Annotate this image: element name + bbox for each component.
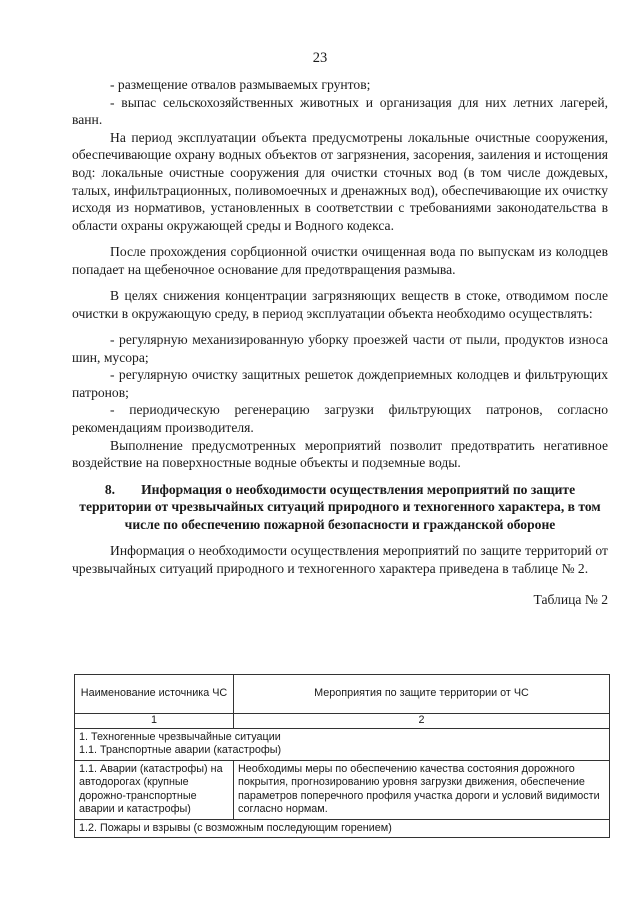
table-row <box>75 760 610 819</box>
paragraph: На период эксплуатации объекта предусмотрены локальные очистные сооружения, обеспечивающие охрану водных объектов от загрязнения, засорения, заиления и истощения вод: локальные очистные сооружения для очистки сточных вод (в том числе дождевых, талых, инфильтрационных, поливомоечных и дренажных вод), обеспечивающие их очистку исходя из нормативов, установленных в соответствии с требованиями законодательства в области охраны окружающей среды и Водного кодекса. <box>72 129 608 233</box>
table-index-row <box>75 714 610 729</box>
section-heading <box>72 481 608 534</box>
list-item: - размещение отвалов размываемых грунтов; <box>110 77 371 92</box>
table-row <box>75 819 610 838</box>
table-cell: 1 <box>75 714 234 729</box>
measures-table <box>74 674 610 838</box>
list-item: - выпас сельскохозяйственных животных и организация для них летних лагерей, ванн. <box>72 94 608 128</box>
table-header-cell: Наименование источника ЧС <box>75 675 234 714</box>
table-cell: 1.1. Аварии (катастрофы) на автодорогах (крупные дорожно-транспортные аварии и катастрофы) <box>75 760 234 819</box>
list-item: - периодическую регенерацию загрузки фильтрующих патронов, согласно рекомендациям производителя. <box>72 402 608 436</box>
page-number: 23 <box>312 50 328 66</box>
paragraph: Информация о необходимости осуществления мероприятий по защите территорий от чрезвычайных ситуаций природного и техногенного характера приведена в таблице № 2. <box>72 543 608 576</box>
section-number: 8. <box>104 481 116 497</box>
table-row <box>75 728 610 760</box>
table-cell: 1.2. Пожары и взрывы (с возможным последующим горением) <box>75 819 610 838</box>
section-title: Информация о необходимости осуществления мероприятий по защите территории от чрезвычайных ситуаций природного и техногенного характера, в том числе по обеспечению пожарной безопасности и гражданской обороне <box>79 481 601 532</box>
paragraph: Выполнение предусмотренных мероприятий позволит предотвратить негативное воздействие на поверхностные водные объекты и подземные воды. <box>72 437 608 471</box>
table-header-row <box>75 675 610 714</box>
list-item: - регулярную очистку защитных решеток дождеприемных колодцев и фильтрующих патронов; <box>72 367 608 400</box>
subgroup-title: 1.1. Транспортные аварии (катастрофы) <box>79 744 282 756</box>
list-item: - регулярную механизированную уборку проезжей части от пыли, продуктов износа шин, мусора; <box>72 332 608 365</box>
paragraph: В целях снижения концентрации загрязняющих веществ в стоке, отводимом после очистки в окружающую среду, в период эксплуатации объекта необходимо осуществлять: <box>72 288 608 321</box>
table-cell: 2 <box>234 714 610 729</box>
table-header-cell: Мероприятия по защите территории от ЧС <box>234 675 610 714</box>
document-body <box>72 76 608 609</box>
table-group-cell <box>75 728 610 760</box>
paragraph: После прохождения сорбционной очистки очищенная вода по выпускам из колодцев попадает на щебеночное основание для предотвращения размыва. <box>72 244 608 277</box>
group-title: 1. Техногенные чрезвычайные ситуации <box>79 730 281 743</box>
table-cell: Необходимы меры по обеспечению качества состояния дорожного покрытия, прогнозированию уровня загрузки движения, обеспечение параметров поперечного профиля участка дороги и условий видимости согласно нормам. <box>234 760 610 819</box>
table-caption: Таблица № 2 <box>533 592 608 608</box>
